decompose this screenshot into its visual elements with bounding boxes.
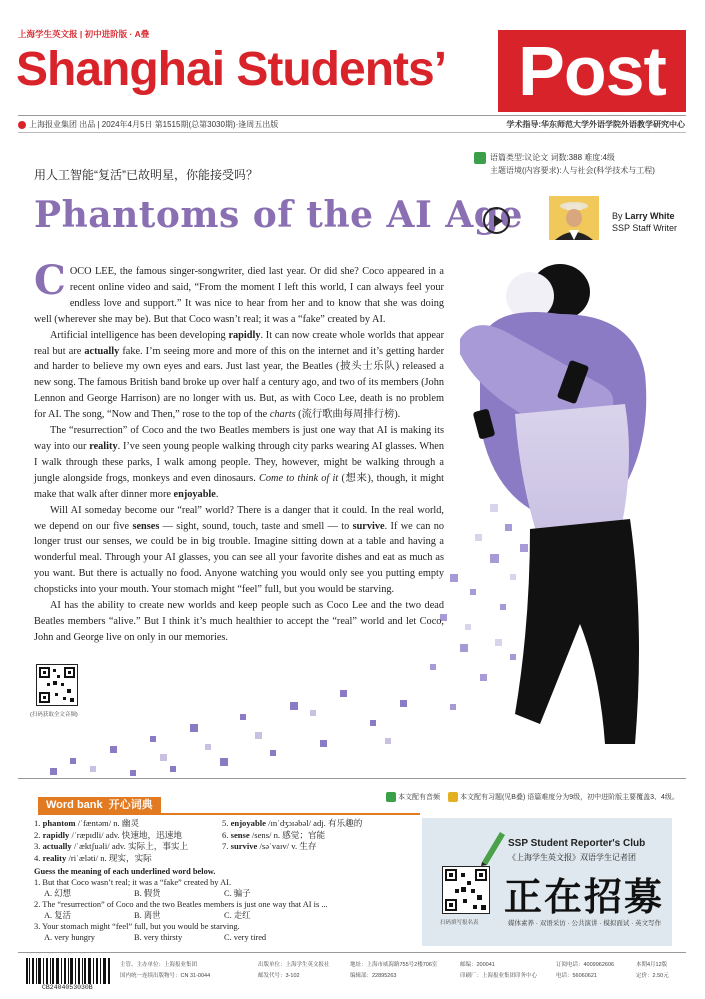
p4-text-a: Will AI someday become our “real” world? There is a danger that it could. In the real world, we depend on our five: [34, 504, 444, 532]
author-name: Larry White: [625, 211, 675, 221]
pixel-trail: [40, 680, 440, 780]
qr-pattern: [443, 867, 489, 913]
byline-prefix: By: [612, 211, 623, 221]
quiz-question-3: 3. Your stomach might “feel” full, but you would be starving.: [34, 922, 240, 931]
footer-col-3: 地址：上海市威海路755号2楼706室 编辑部：22895263: [350, 962, 438, 979]
paragraph-4: [34, 503, 444, 598]
pencil-icon: [448, 792, 458, 802]
keyword-actually: actually: [84, 345, 120, 357]
footer-col-2: 出版单位：上海学生英文报社 邮发代号：3-102: [258, 962, 330, 979]
keyword-reality: reality: [89, 440, 118, 452]
audio-icon: [386, 792, 396, 802]
word-entry: 2. rapidly /ˈræpɪdli/ adv. 快速地，迅速地: [34, 829, 182, 840]
word-bank-label-cn: 开心词典: [108, 799, 153, 811]
word-bank-label: Word bank: [46, 799, 103, 811]
p4-text-c: — sight, sound, touch, taste and smell — to: [159, 520, 353, 532]
masthead-divider: [18, 115, 686, 116]
article-illustration: [420, 244, 690, 774]
article-headline: Phantoms of the AI Age: [34, 194, 523, 236]
footer-col-4: 邮编：200041 印刷厂：上海报业集团印务中心: [460, 962, 538, 979]
note-exercise: 本文配有习题(见B叠) 语篇难度分为9级，初中进阶版主要覆盖3、4级。: [459, 794, 679, 801]
quiz-options-3: A. very hungry B. very thirsty C. very tired: [44, 933, 267, 942]
p2-text-c: . It can now create whole worlds that appear real but are: [34, 329, 444, 357]
qr-pattern: [37, 665, 77, 705]
p3-text-c: . I’ve seen young people walking through city parks wearing AI glasses. When I walk through these parks, I walk among people. They, however, might be walking through a jungle alongside frogs, monkeys and even dinosaurs.: [34, 440, 444, 484]
club-subtitle: 《上海学生英文报》双语学生记者团: [508, 853, 636, 862]
club-title: SSP Student Reporter's Club: [508, 838, 646, 849]
word-entry: 3. actually /ˈæktʃuəli/ adv. 实际上，事实上: [34, 841, 189, 852]
club-features: 媒体素养 · 双语采访 · 公共演讲 · 模拟面试 · 英文写作: [508, 920, 662, 927]
article-subtitle: 用人工智能“复活”已故明星，你能接受吗？: [34, 168, 258, 182]
quiz-title: Guess the meaning of each underlined word below.: [34, 867, 216, 876]
p2-text-g: (流行歌曲每周排行榜).: [295, 409, 401, 421]
section-divider: [18, 778, 686, 779]
p4-text-e: . If we can no longer trust our senses, we could be in big trouble. Imagine sitting down at a table and having a wonderful meal. Through your AI glasses, you can see all your favorite dishes and eat as much as you want. But there is actually no food. Anyone watching you would only see you putting empty chopsticks into your mouth. Your stomach might “feel” full, but you would be starving.: [34, 520, 444, 596]
pen-icon: [478, 826, 508, 866]
article-body: [34, 257, 444, 646]
play-audio-icon[interactable]: [483, 207, 510, 234]
word-entry: 4. reality /riˈæləti/ n. 现实，实际: [34, 852, 152, 863]
masthead-title: Shanghai Students’: [16, 43, 447, 96]
academic-advisor: 学术指导:华东师范大学外语学院外语教学研究中心: [506, 120, 685, 129]
quiz-options-2: A. 复活 B. 离世 C. 走红: [44, 911, 251, 920]
word-bank-underline: [38, 813, 420, 815]
word-bank-tab: [38, 797, 161, 814]
paragraph-2: [34, 328, 444, 423]
keyword-survive: survive: [352, 520, 385, 532]
keyword-rapidly: rapidly: [228, 329, 261, 341]
word-entry: 6. sense /sens/ n. 感觉；官能: [222, 829, 326, 840]
p3-text-e: (想来), though, it might make that walk after dinner more: [34, 472, 444, 500]
barcode: [26, 958, 112, 984]
hugging-figures-illustration: [420, 244, 690, 774]
word-list-left: [34, 818, 188, 864]
quiz-question-1: 1. But that Coco wasn’t real; it was a “fake” created by AI.: [34, 878, 232, 887]
drop-cap: C: [34, 257, 66, 304]
issue-info-text: 上海报业集团 出品 | 2024年4月5日 第1515期(总第3030期)·逢周五出版: [29, 120, 279, 129]
p2-text-e: fake. I’m seeing more and more of this on the internet and it’s getting harder and harder to believe my own eyes and ears. Just last year, the Beatles (披头士乐队) released a new song. The famous British band broke up over half a century ago, and two of its members (John Lennon and George Harrison) are no longer with us. But, as with Coco Lee, death is no problem for AI. The song, “Now and Then,” rose to the top of the: [34, 345, 444, 421]
footer-col-5: 订阅电话：4009962606 电话：56060621: [556, 962, 615, 979]
issue-info: [18, 119, 278, 130]
footer-col-6: 本期4月12版 定价：2.50元: [636, 962, 669, 979]
keyword-senses: senses: [132, 520, 160, 532]
author-photo: [549, 196, 599, 240]
paragraph-3: [34, 423, 444, 503]
quiz-options-1: A. 幻想 B. 假货 C. 骗子: [44, 889, 251, 898]
paragraph-1-text: OCO LEE, the famous singer-songwriter, died last year. Or did she? Coco appeared in a recent online video and said, “From the moment I left this world, I can always feel your endless love and support.” It was nice to hear from her and to know that she was doing well (wherever she may be). But that Coco wasn’t real; it was a “fake” created by AI.: [34, 266, 444, 325]
phrase-come-to-think: Come to think of it: [259, 472, 339, 484]
quiz-question-2: 2. The “resurrection” of Coco and the two Beatles members is just one way that AI is ...: [34, 900, 328, 909]
word-entry: 7. survive /səˈvaɪv/ v. 生存: [222, 841, 317, 852]
masthead-edition: 上海学生英文报 | 初中进阶版 · A叠: [18, 29, 150, 39]
qr-caption: (扫码获取全文音频): [30, 712, 78, 718]
keyword-enjoyable: enjoyable: [173, 488, 216, 500]
audio-exercise-notes: [386, 792, 679, 802]
p3-text-g: .: [215, 488, 219, 500]
note-audio: 本文配有音频: [398, 794, 440, 801]
vocabulary-quiz: [34, 866, 414, 943]
meta-line-1: 语篇类型:议论文 词数:388 难度:4级: [490, 153, 615, 162]
club-qr-code[interactable]: [442, 866, 490, 914]
text-type-icon: [474, 152, 486, 164]
author-role: SSP Staff Writer: [612, 223, 678, 233]
p3-text-a: The “resurrection” of Coco and the two Beatles members is just one way that AI is making its way into our: [34, 425, 444, 452]
footer-divider: [18, 952, 686, 953]
barcode-number: CB2404053030B: [42, 984, 93, 991]
paragraph-1: [34, 257, 444, 328]
article-meta: [474, 151, 655, 177]
club-recruiting: 正在招募: [504, 877, 665, 919]
author-byline: [612, 211, 675, 221]
keyword-charts: charts: [269, 409, 296, 421]
author-portrait: [549, 196, 599, 240]
club-qr-caption: 扫码填写报名表: [440, 920, 479, 926]
masthead-divider-lower: [18, 132, 686, 133]
p2-text-a: Artificial intelligence has been developing: [50, 329, 229, 341]
group-logo-icon: [18, 121, 26, 129]
masthead-post-logo: Post: [498, 30, 686, 112]
word-list-right: [222, 818, 362, 853]
word-entry: 1. phantom /ˈfæntəm/ n. 幽灵: [34, 818, 140, 828]
footer-col-1: 主管、主办单位：上海报业集团 国内统一连续出版物号：CN 31-0044: [120, 962, 211, 979]
word-entry: 5. enjoyable /ɪnˈdʒɔɪəbəl/ adj. 有乐趣的: [222, 818, 363, 828]
meta-line-2: 主题语境(内容要求):人与社会(科学技术与工程): [490, 166, 655, 175]
audio-qr-code[interactable]: [36, 664, 78, 706]
paragraph-5: AI has the ability to create new worlds and keep people such as Coco Lee and the two dead Beatles members “alive.” But I think it’s much healthier to accept the “real” world and let Coco, John and George live on only in our memories.: [34, 600, 444, 643]
